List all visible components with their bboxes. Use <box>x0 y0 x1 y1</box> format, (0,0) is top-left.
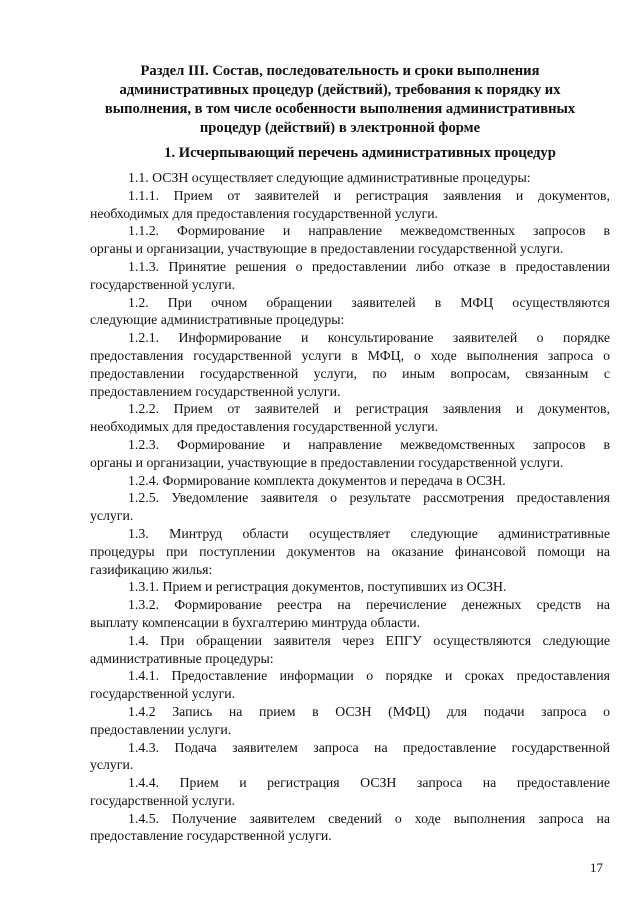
paragraph-first-line: 1.4.1. Предоставление информации о порядке и сроках предоставления <box>128 668 610 684</box>
paragraph-first-line: 1.4.5. Получение заявителем сведений о ходе выполнения запроса на <box>128 810 610 826</box>
paragraph <box>90 400 610 436</box>
paragraph-first-line: 1.2.2. Прием от заявителей и регистрация заявления и документов, <box>128 401 610 417</box>
paragraph-continuation: предоставление государственной услуги. <box>90 828 332 844</box>
document-body <box>90 169 610 845</box>
paragraph-first-line: 1.2.3. Формирование и направление межведомственных запросов в <box>128 436 610 452</box>
paragraph <box>90 667 610 703</box>
paragraph-continuation: предоставления государственной услуги в МФЦ, о ходе выполнения запроса о предоставлении государственной услуги, по иным вопросам, связанным с предоставлением государственной услуги. <box>90 347 610 399</box>
paragraph-continuation: процедуры при поступлении документов на оказание финансовой помощи на газификацию жилья: <box>90 543 610 577</box>
paragraph-first-line: 1.4.2 Запись на прием в ОСЗН (МФЦ) для подачи запроса о <box>128 703 610 719</box>
paragraph-continuation: органы и организации, участвующие в предоставлении государственной услуги. <box>90 241 564 257</box>
paragraph-first-line: 1.2. При очном обращении заявителей в МФЦ осуществляются <box>128 294 610 310</box>
paragraph-first-line: 1.2.5. Уведомление заявителя о результате рассмотрения предоставления <box>128 490 610 506</box>
section-heading-line: Раздел III. Состав, последовательность и сроки выполнения <box>140 63 540 79</box>
paragraph <box>90 774 610 810</box>
paragraph <box>90 169 610 187</box>
section-heading <box>100 62 580 138</box>
paragraph-first-line: 1.4. При обращении заявителя через ЕПГУ осуществляются следующие <box>128 632 610 648</box>
paragraph <box>90 329 610 400</box>
paragraph-first-line: 1.2.4. Формирование комплекта документов и передача в ОСЗН. <box>128 472 506 488</box>
page-number: 17 <box>590 860 603 875</box>
paragraph-continuation: услуги. <box>90 508 134 524</box>
paragraph <box>90 703 610 739</box>
paragraph-continuation: государственной услуги. <box>90 686 236 702</box>
paragraph-first-line: 1.2.1. Информирование и консультирование заявителей о порядке <box>128 330 610 346</box>
paragraph <box>90 489 610 525</box>
paragraph-continuation: органы и организации, участвующие в предоставлении государственной услуги. <box>90 454 564 470</box>
paragraph <box>90 739 610 775</box>
paragraph <box>90 436 610 472</box>
paragraph-first-line: 1.3.2. Формирование реестра на перечисление денежных средств на <box>128 597 610 613</box>
paragraph <box>90 578 610 596</box>
paragraph-continuation: государственной услуги. <box>90 276 236 292</box>
paragraph <box>90 525 610 578</box>
paragraph-first-line: 1.3. Минтруд области осуществляет следующие административные <box>128 525 610 541</box>
paragraph <box>90 294 610 330</box>
paragraph-first-line: 1.3.1. Прием и регистрация документов, поступивших из ОСЗН. <box>128 579 507 595</box>
paragraph-first-line: 1.1.2. Формирование и направление межведомственных запросов в <box>128 223 610 239</box>
paragraph <box>90 258 610 294</box>
paragraph-continuation: государственной услуги. <box>90 792 236 808</box>
paragraph <box>90 810 610 846</box>
paragraph <box>90 472 610 490</box>
paragraph-continuation: необходимых для предоставления государственной услуги. <box>90 419 439 435</box>
paragraph-continuation: необходимых для предоставления государственной услуги. <box>90 205 439 221</box>
section-heading-line: процедур (действий) в электронной форме <box>199 120 481 136</box>
paragraph-first-line: 1.4.3. Подача заявителем запроса на предоставление государственной <box>128 739 610 755</box>
paragraph-continuation: следующие административные процедуры: <box>90 312 345 328</box>
paragraph <box>90 187 610 223</box>
paragraph-first-line: 1.1.1. Прием от заявителей и регистрация заявления и документов, <box>128 187 610 203</box>
section-heading-line: выполнения, в том числе особенности выполнения административных <box>104 101 576 117</box>
paragraph-continuation: предоставлении услуги. <box>90 721 232 737</box>
paragraph <box>90 222 610 258</box>
paragraph <box>90 632 610 668</box>
subsection-heading: 1. Исчерпывающий перечень административных процедур <box>164 145 556 161</box>
paragraph-continuation: услуги. <box>90 757 134 773</box>
paragraph-first-line: 1.4.4. Прием и регистрация ОСЗН запроса на предоставление <box>128 775 610 791</box>
section-heading-line: административных процедур (действий), требования к порядку их <box>119 82 561 98</box>
paragraph-first-line: 1.1. ОСЗН осуществляет следующие административные процедуры: <box>128 170 531 185</box>
paragraph-continuation: выплату компенсации в бухгалтерию минтруда области. <box>90 614 421 630</box>
paragraph-first-line: 1.1.3. Принятие решения о предоставлении либо отказе в предоставлении <box>128 258 610 274</box>
paragraph <box>90 596 610 632</box>
paragraph-continuation: административные процедуры: <box>90 650 274 666</box>
